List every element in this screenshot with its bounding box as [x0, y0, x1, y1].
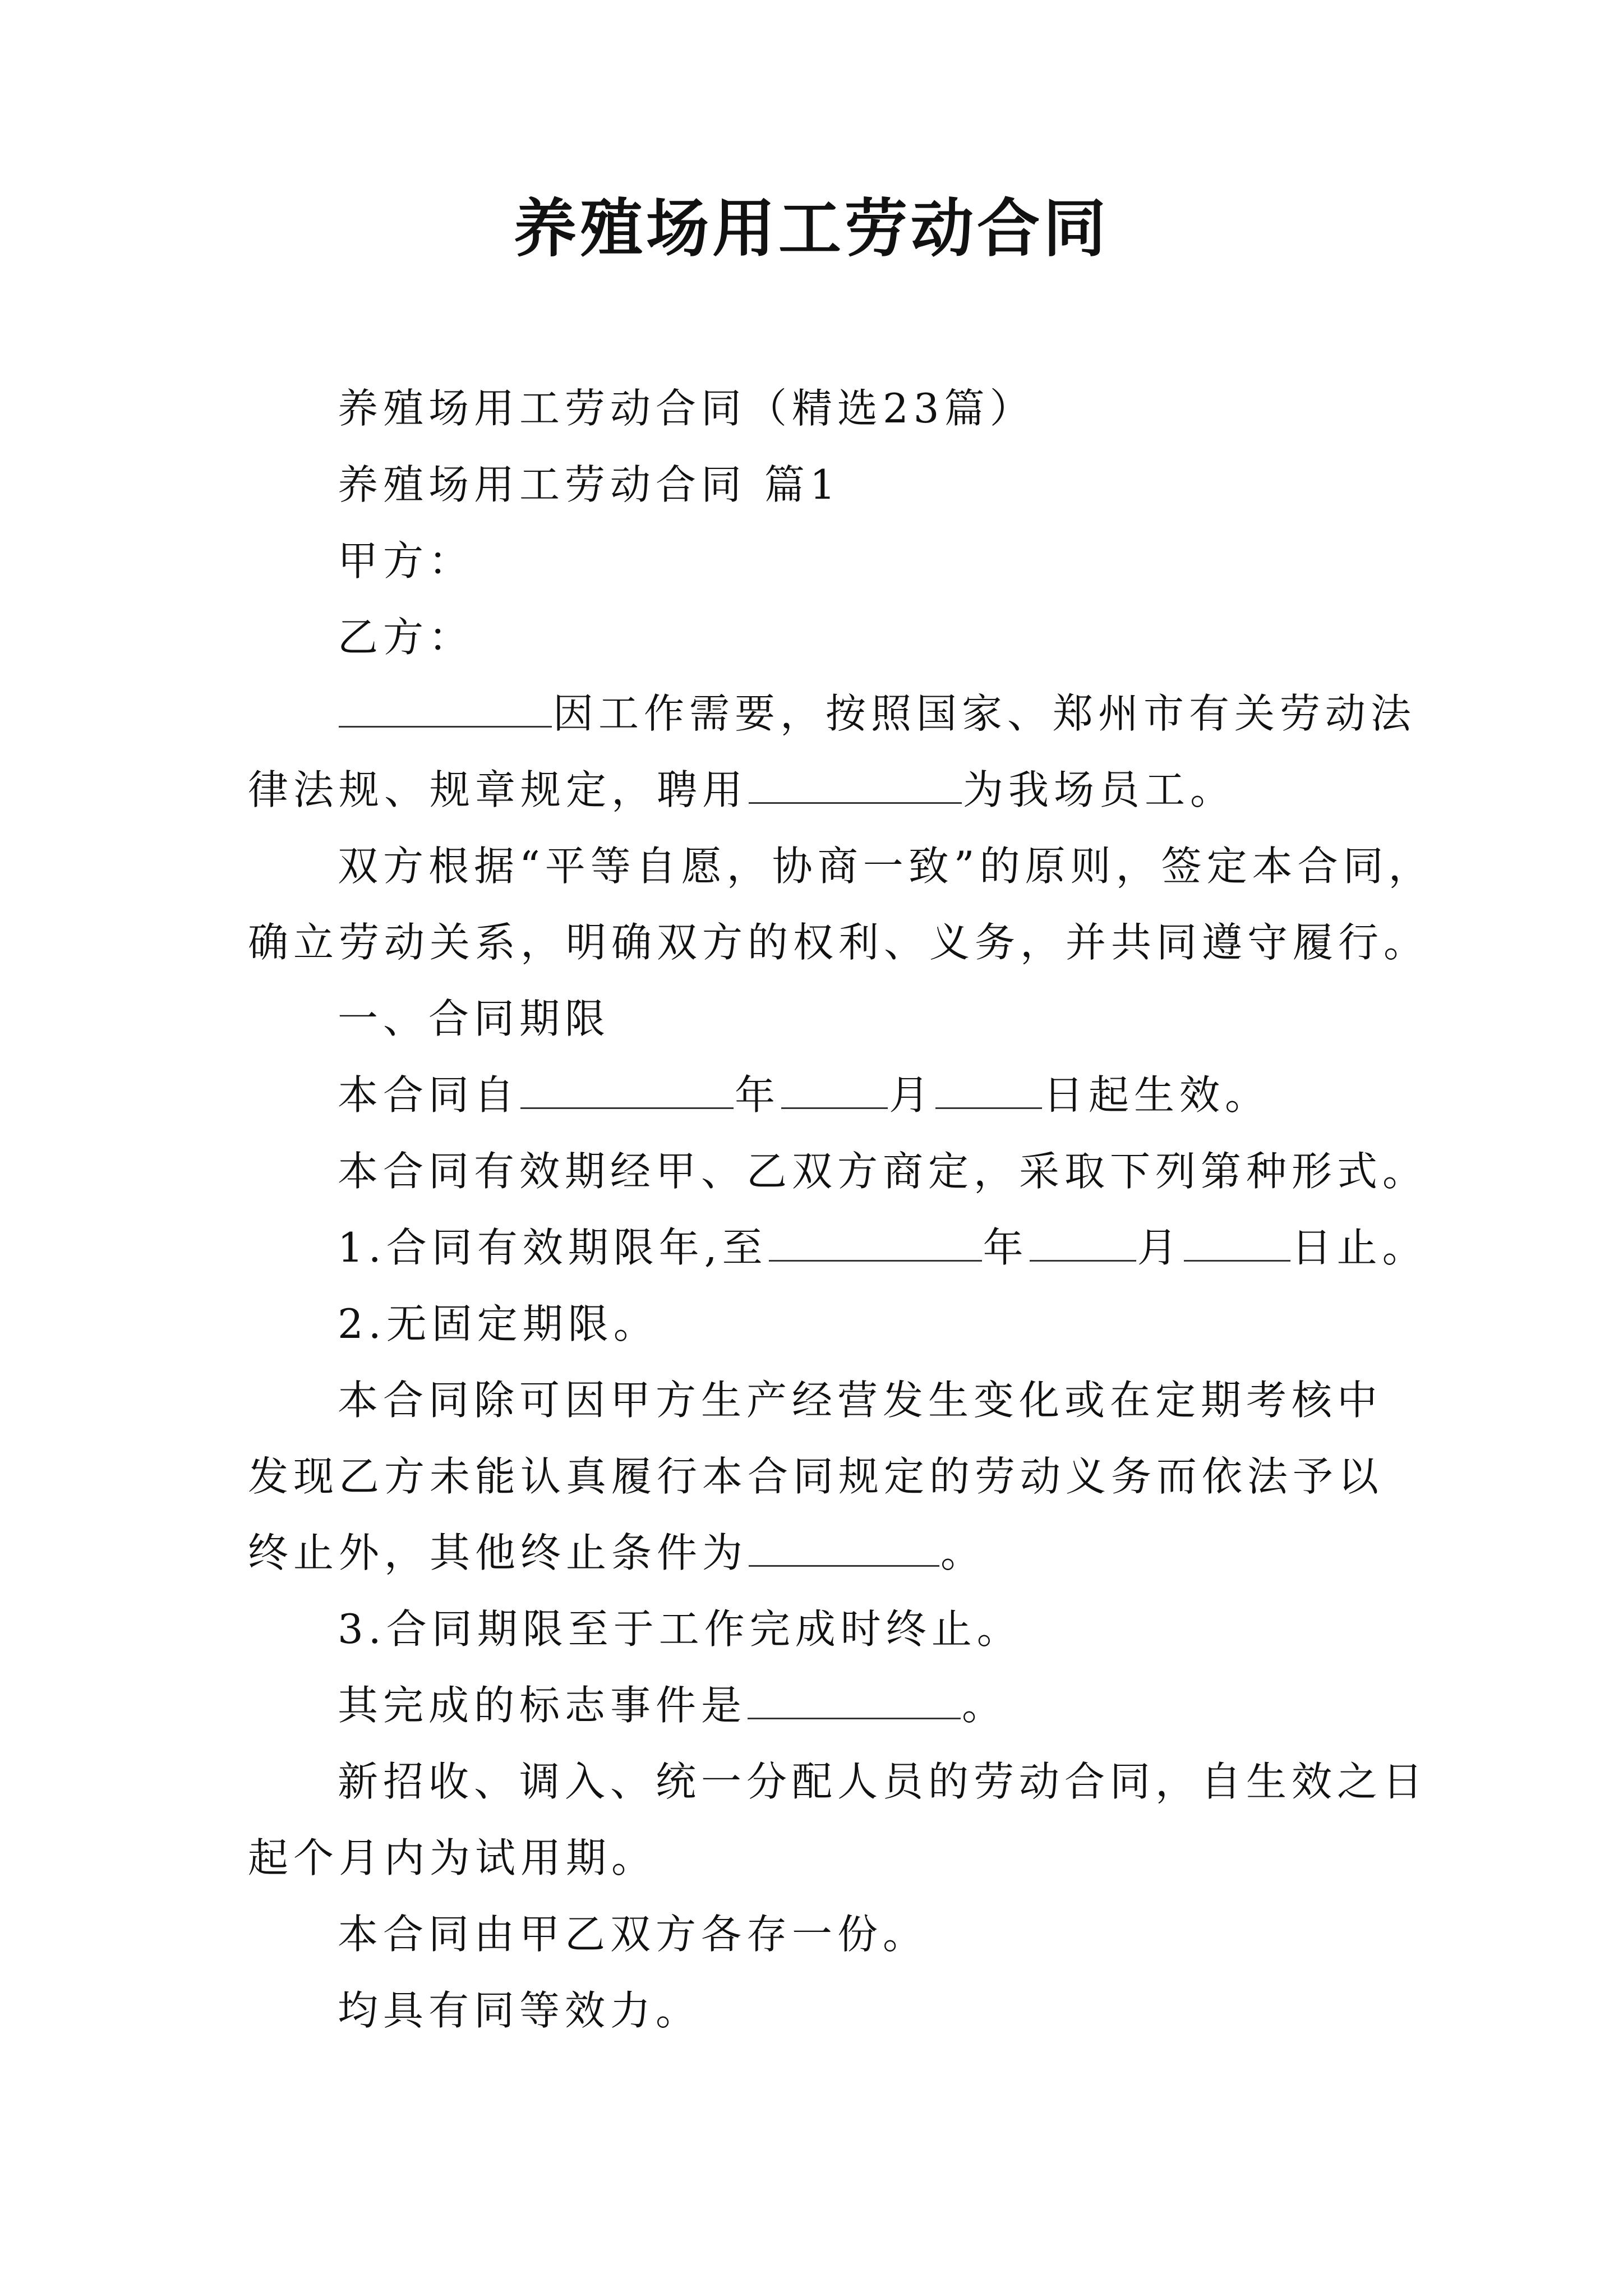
paragraph-text: 为我场员工。 — [963, 766, 1236, 813]
paragraph-text: 本合同除可因甲方生产经营发生变化或在定期考核中 — [338, 1377, 1383, 1424]
paragraph-subtitle — [248, 370, 1431, 447]
paragraph-text: 本合同自 — [338, 1071, 520, 1119]
fill-blank — [935, 1074, 1042, 1109]
heading-text: 一、合同期限 — [338, 995, 611, 1042]
paragraph-text: 因工作需要，按照国家、郑州市有关劳动法 — [553, 690, 1417, 737]
paragraph-text: 月 — [889, 1071, 935, 1119]
fill-blank — [749, 1531, 939, 1567]
paragraph-text: 确立劳动关系，明确双方的权利、义务，并共同遵守履行。 — [248, 919, 1430, 966]
paragraph-section-heading — [248, 447, 1431, 523]
paragraph-line — [248, 752, 1431, 828]
paragraph-text: 养殖场用工劳动合同（精选23篇） — [338, 385, 1035, 432]
fill-blank — [339, 692, 552, 728]
paragraph-text: 双方根据“平等自愿，协商一致”的原则，签定本合同， — [338, 843, 1434, 890]
paragraph-text: 新招收、调入、统一分配人员的劳动合同，自生效之日 — [338, 1758, 1428, 1805]
party-b-line — [248, 599, 1431, 675]
paragraph-line — [248, 828, 1434, 904]
paragraph-text: 日止。 — [1291, 1224, 1428, 1271]
paragraph-text: 起个月内为试用期。 — [248, 1834, 657, 1881]
paragraph-line — [248, 904, 1431, 981]
paragraph-text: 本合同由甲乙双方各存一份。 — [338, 1911, 929, 1958]
paragraph-text: 1.合同有效期限年,至 — [338, 1224, 768, 1271]
fill-blank — [769, 1226, 982, 1262]
fill-blank — [749, 769, 962, 804]
paragraph-text: 均具有同等效力。 — [338, 1987, 702, 2034]
paragraph-text: 。 — [940, 1529, 986, 1576]
paragraph-text: 年 — [983, 1224, 1029, 1271]
paragraph-text: 律法规、规章规定，聘用 — [248, 766, 748, 813]
party-b-label: 乙方： — [338, 614, 474, 661]
paragraph-line — [248, 1515, 1431, 1591]
paragraph-line — [248, 1896, 1431, 1972]
paragraph-line — [248, 1820, 1431, 1896]
party-a-line — [248, 523, 1431, 599]
paragraph-line — [248, 675, 1431, 752]
paragraph-line — [248, 1438, 1431, 1515]
paragraph-text: 其完成的标志事件是 — [338, 1682, 747, 1729]
paragraph-line — [248, 1133, 1431, 1209]
paragraph-text: 终止外，其他终止条件为 — [248, 1529, 748, 1576]
fill-blank — [1184, 1226, 1290, 1262]
fill-blank — [748, 1684, 961, 1719]
paragraph-text: 3.合同期限至于工作完成时终止。 — [338, 1605, 1022, 1653]
fill-blank — [1030, 1226, 1136, 1262]
paragraph-text: 年 — [735, 1071, 781, 1119]
fill-blank — [781, 1074, 888, 1109]
paragraph-line — [248, 1743, 1431, 1820]
document-body — [248, 370, 1434, 2049]
document-title: 养殖场用工劳动合同 — [514, 192, 1109, 265]
paragraph-line — [248, 1057, 1431, 1133]
section-heading — [248, 981, 1431, 1057]
paragraph-line — [248, 1972, 1431, 2049]
paragraph-line — [248, 1667, 1431, 1743]
paragraph-line — [248, 1591, 1431, 1667]
paragraph-text: 。 — [962, 1682, 1008, 1729]
paragraph-text: 日起生效。 — [1043, 1071, 1271, 1119]
paragraph-line — [248, 1209, 1431, 1286]
paragraph-text: 月 — [1137, 1224, 1183, 1271]
paragraph-text: 养殖场用工劳动合同 篇1 — [338, 461, 841, 508]
paragraph-text: 2.无固定期限。 — [338, 1300, 659, 1347]
fill-blank — [520, 1074, 734, 1109]
paragraph-text: 发现乙方未能认真履行本合同规定的劳动义务而依法予以 — [248, 1453, 1384, 1500]
paragraph-line — [248, 1362, 1431, 1438]
paragraph-text: 本合同有效期经甲、乙双方商定，采取下列第种形式。 — [338, 1148, 1428, 1195]
paragraph-line — [248, 1286, 1431, 1362]
party-a-label: 甲方： — [338, 537, 474, 585]
